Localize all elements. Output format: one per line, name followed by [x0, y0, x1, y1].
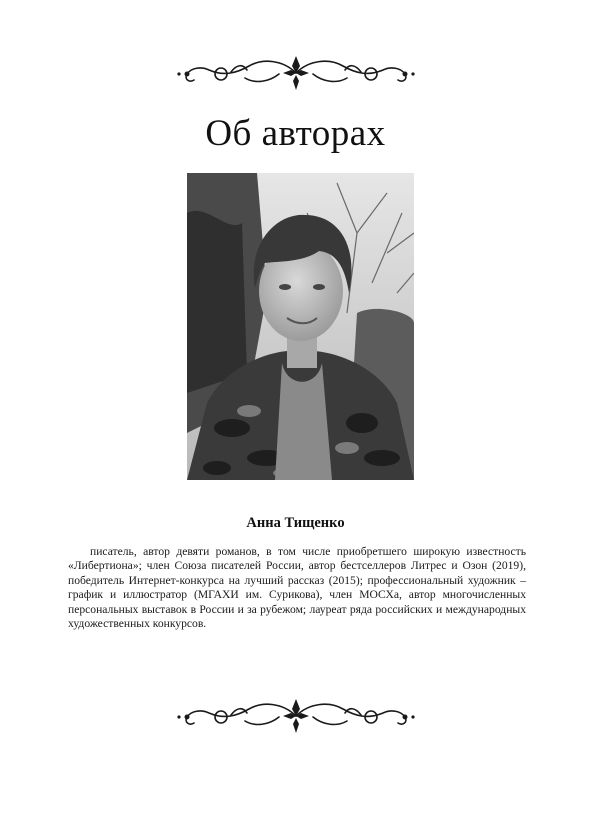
bottom-flourish-ornament-icon — [171, 695, 421, 737]
author-photo — [187, 173, 414, 480]
author-name: Анна Тищенко — [246, 515, 345, 531]
page-title: Об авторах — [205, 113, 386, 154]
top-flourish-ornament-icon — [171, 52, 421, 94]
author-bio: писатель, автор девяти романов, в том числе приобретшего широкую известность «Либертиона»; член Союза писателей России, автор бестселлеров Литрес и Озон (2019), победитель Интернет-конкурса на лучший рассказ (2015); профессиональный художник – график и иллюстратор (МГАХИ им. Сурикова), член МОСХа, автор многочисленных персональных выставок в России и за рубежом; лауреат ряда российских и международных художественных конкурсов. — [68, 545, 526, 631]
